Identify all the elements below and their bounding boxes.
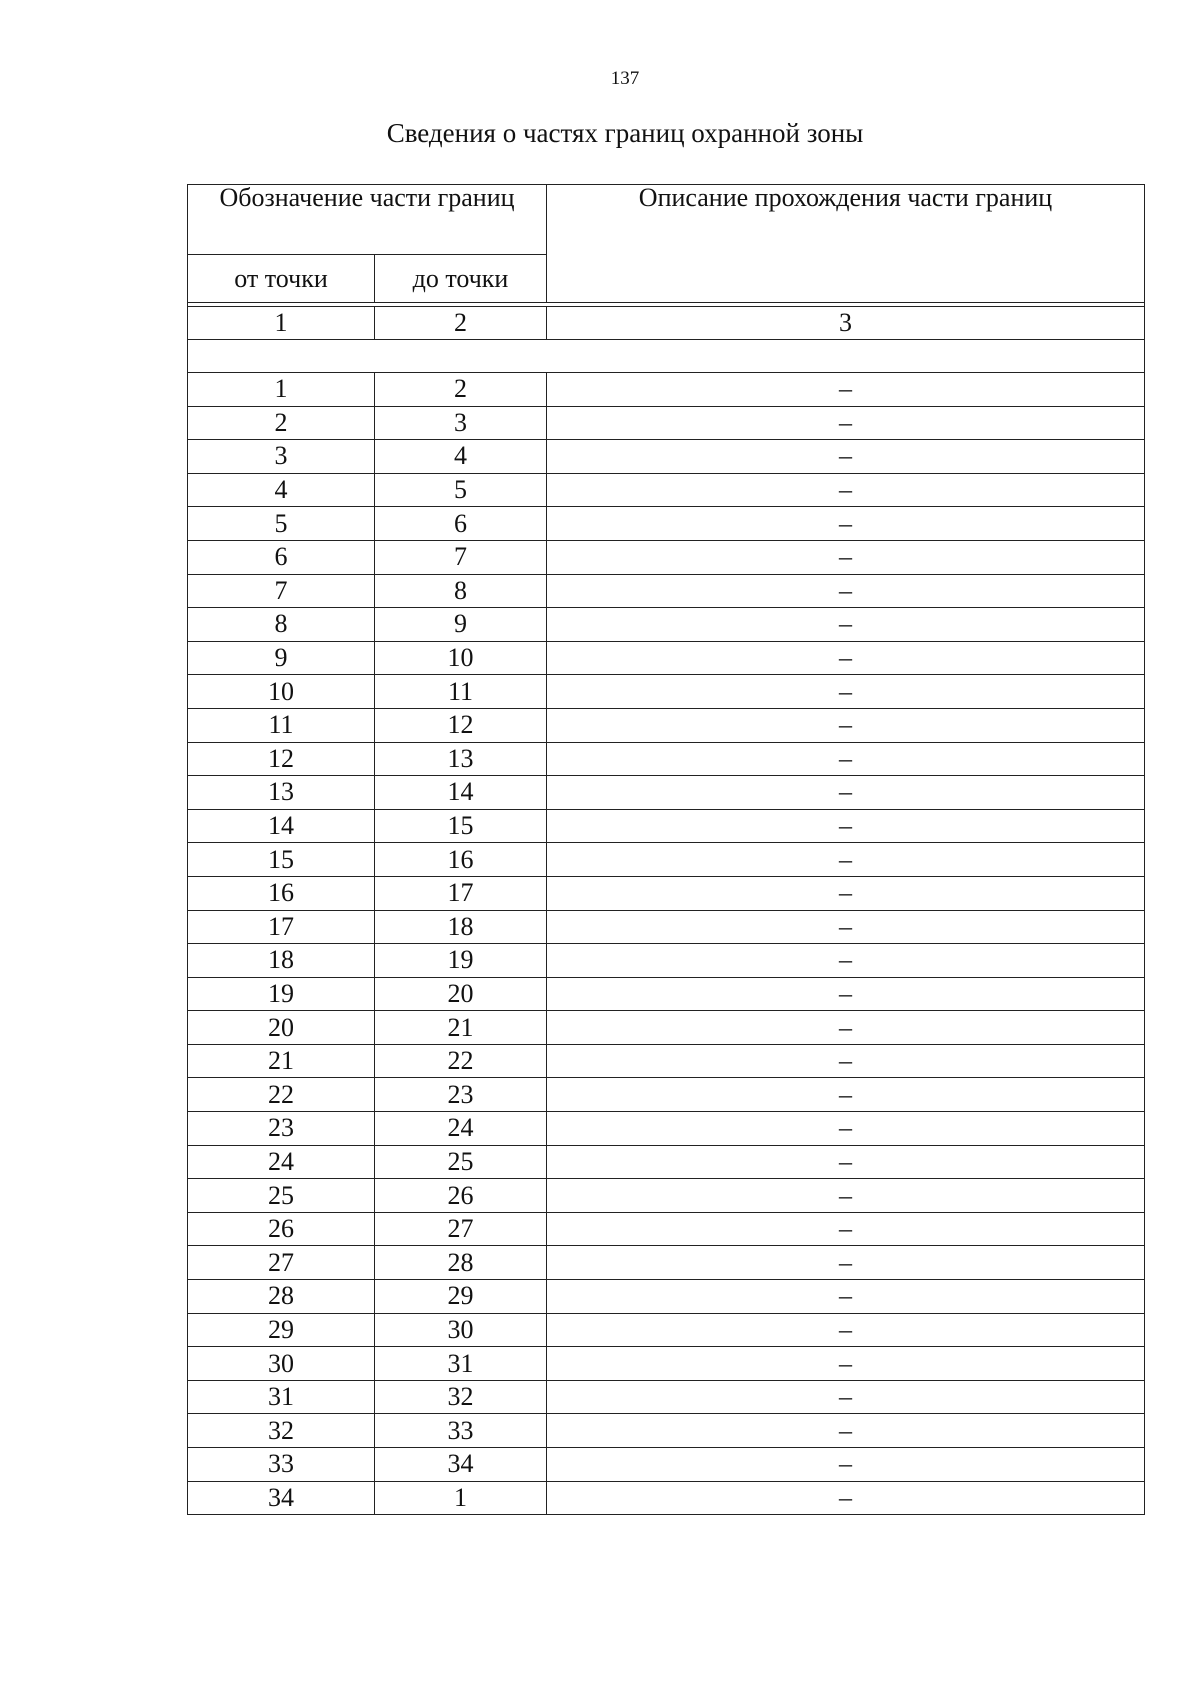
cell-from: 16 (188, 876, 375, 910)
header-to-point: до точки (375, 255, 547, 303)
table-body (188, 185, 1145, 1515)
cell-from: 14 (188, 809, 375, 843)
page-title: Сведения о частях границ охранной зоны (386, 118, 864, 148)
table-row (188, 406, 1145, 440)
cell-to: 20 (375, 977, 547, 1011)
cell-to: 3 (375, 406, 547, 440)
cell-desc: – (547, 1011, 1145, 1045)
cell-from: 18 (188, 944, 375, 978)
cell-to: 14 (375, 776, 547, 810)
cell-from: 28 (188, 1280, 375, 1314)
column-number-1: 1 (188, 307, 375, 340)
table-row (188, 1380, 1145, 1414)
cell-to: 8 (375, 574, 547, 608)
table-row (188, 1212, 1145, 1246)
table-row (188, 1347, 1145, 1381)
cell-from: 3 (188, 440, 375, 474)
cell-to: 28 (375, 1246, 547, 1280)
cell-desc: – (547, 1347, 1145, 1381)
cell-desc: – (547, 1212, 1145, 1246)
cell-desc: – (547, 1112, 1145, 1146)
cell-from: 9 (188, 641, 375, 675)
cell-from: 20 (188, 1011, 375, 1045)
cell-to: 11 (375, 675, 547, 709)
cell-to: 26 (375, 1179, 547, 1213)
cell-from: 30 (188, 1347, 375, 1381)
cell-to: 32 (375, 1380, 547, 1414)
table-row (188, 540, 1145, 574)
cell-to: 19 (375, 944, 547, 978)
table-row (188, 675, 1145, 709)
cell-from: 15 (188, 843, 375, 877)
column-number-3: 3 (547, 307, 1145, 340)
cell-desc: – (547, 574, 1145, 608)
cell-desc: – (547, 1280, 1145, 1314)
cell-to: 24 (375, 1112, 547, 1146)
cell-to: 23 (375, 1078, 547, 1112)
cell-to: 12 (375, 708, 547, 742)
column-number-2: 2 (375, 307, 547, 340)
cell-desc: – (547, 1414, 1145, 1448)
cell-to: 4 (375, 440, 547, 474)
cell-desc: – (547, 708, 1145, 742)
cell-to: 22 (375, 1044, 547, 1078)
cell-from: 33 (188, 1448, 375, 1482)
cell-desc: – (547, 373, 1145, 407)
cell-to: 31 (375, 1347, 547, 1381)
table-row (188, 843, 1145, 877)
table-row (188, 876, 1145, 910)
cell-desc: – (547, 540, 1145, 574)
cell-from: 7 (188, 574, 375, 608)
cell-to: 16 (375, 843, 547, 877)
table-row (188, 1414, 1145, 1448)
page-number: 137 (610, 68, 640, 89)
table-row (188, 507, 1145, 541)
cell-from: 19 (188, 977, 375, 1011)
table-row (188, 1179, 1145, 1213)
cell-to: 27 (375, 1212, 547, 1246)
cell-from: 13 (188, 776, 375, 810)
cell-from: 26 (188, 1212, 375, 1246)
cell-desc: – (547, 675, 1145, 709)
cell-desc: – (547, 1481, 1145, 1515)
cell-from: 10 (188, 675, 375, 709)
cell-to: 2 (375, 373, 547, 407)
cell-desc: – (547, 473, 1145, 507)
table-row (188, 910, 1145, 944)
cell-desc: – (547, 608, 1145, 642)
cell-from: 17 (188, 910, 375, 944)
cell-from: 4 (188, 473, 375, 507)
cell-to: 33 (375, 1414, 547, 1448)
cell-desc: – (547, 776, 1145, 810)
cell-desc: – (547, 1313, 1145, 1347)
table-row (188, 944, 1145, 978)
cell-from: 11 (188, 708, 375, 742)
column-number-row (188, 307, 1145, 340)
cell-to: 5 (375, 473, 547, 507)
table-row (188, 1112, 1145, 1146)
cell-to: 6 (375, 507, 547, 541)
table-row (188, 440, 1145, 474)
cell-to: 17 (375, 876, 547, 910)
cell-from: 34 (188, 1481, 375, 1515)
table-row (188, 574, 1145, 608)
cell-desc: – (547, 1246, 1145, 1280)
cell-desc: – (547, 1078, 1145, 1112)
cell-desc: – (547, 910, 1145, 944)
table-row (188, 1011, 1145, 1045)
table-row (188, 1481, 1145, 1515)
header-row-main (188, 185, 1145, 255)
section-row-empty (188, 340, 1145, 373)
table-row (188, 977, 1145, 1011)
cell-from: 24 (188, 1145, 375, 1179)
table-row (188, 1313, 1145, 1347)
section-cell-empty (188, 340, 1145, 373)
cell-from: 5 (188, 507, 375, 541)
cell-desc: – (547, 843, 1145, 877)
cell-desc: – (547, 507, 1145, 541)
cell-from: 32 (188, 1414, 375, 1448)
cell-desc: – (547, 977, 1145, 1011)
table-row (188, 373, 1145, 407)
cell-from: 29 (188, 1313, 375, 1347)
cell-from: 23 (188, 1112, 375, 1146)
cell-from: 22 (188, 1078, 375, 1112)
table-row (188, 1044, 1145, 1078)
table-row (188, 1280, 1145, 1314)
cell-to: 9 (375, 608, 547, 642)
cell-from: 27 (188, 1246, 375, 1280)
cell-desc: – (547, 406, 1145, 440)
cell-from: 6 (188, 540, 375, 574)
cell-to: 25 (375, 1145, 547, 1179)
table-row (188, 608, 1145, 642)
table-row (188, 776, 1145, 810)
cell-from: 21 (188, 1044, 375, 1078)
cell-to: 7 (375, 540, 547, 574)
cell-to: 34 (375, 1448, 547, 1482)
table-row (188, 809, 1145, 843)
table-row (188, 641, 1145, 675)
cell-desc: – (547, 1380, 1145, 1414)
cell-desc: – (547, 1145, 1145, 1179)
header-boundary-designation: Обозначение части границ (188, 185, 547, 255)
cell-from: 25 (188, 1179, 375, 1213)
table-row (188, 1145, 1145, 1179)
cell-to: 21 (375, 1011, 547, 1045)
header-boundary-description: Описание прохождения части границ (547, 185, 1145, 303)
cell-from: 1 (188, 373, 375, 407)
cell-desc: – (547, 1448, 1145, 1482)
table-row (188, 1448, 1145, 1482)
cell-to: 30 (375, 1313, 547, 1347)
cell-from: 2 (188, 406, 375, 440)
cell-desc: – (547, 1044, 1145, 1078)
cell-desc: – (547, 944, 1145, 978)
cell-to: 15 (375, 809, 547, 843)
cell-to: 10 (375, 641, 547, 675)
cell-to: 18 (375, 910, 547, 944)
cell-desc: – (547, 641, 1145, 675)
cell-from: 31 (188, 1380, 375, 1414)
cell-from: 8 (188, 608, 375, 642)
cell-desc: – (547, 742, 1145, 776)
cell-to: 29 (375, 1280, 547, 1314)
cell-from: 12 (188, 742, 375, 776)
table-row (188, 1078, 1145, 1112)
cell-desc: – (547, 1179, 1145, 1213)
table-row (188, 708, 1145, 742)
boundary-parts-table (187, 184, 1145, 1515)
header-from-point: от точки (188, 255, 375, 303)
cell-desc: – (547, 809, 1145, 843)
table-row (188, 1246, 1145, 1280)
cell-desc: – (547, 440, 1145, 474)
table-row (188, 742, 1145, 776)
table-row (188, 473, 1145, 507)
cell-desc: – (547, 876, 1145, 910)
cell-to: 13 (375, 742, 547, 776)
cell-to: 1 (375, 1481, 547, 1515)
